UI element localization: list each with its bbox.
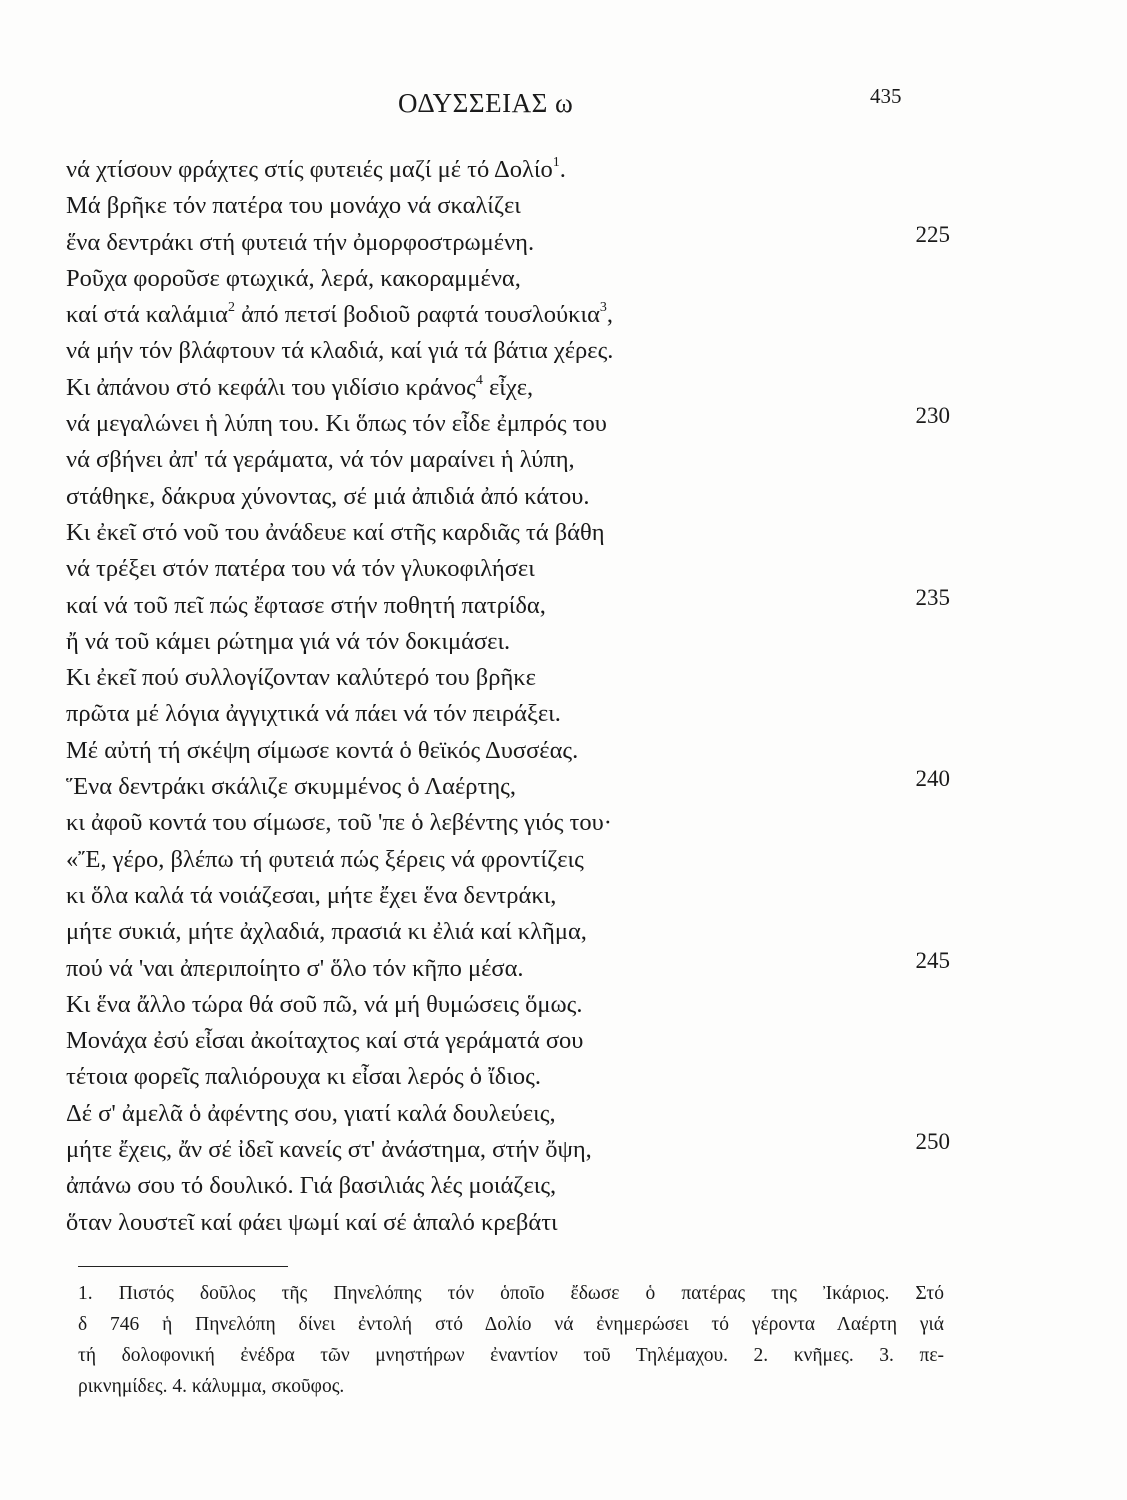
- verse-text: Κι ἀπάνου στό κεφάλι του γιδίσιο κράνος$^4$ εἶχε,: [66, 372, 534, 401]
- verse-line: [66, 297, 946, 333]
- verse-line: [66, 1096, 946, 1132]
- verse-line: [66, 947, 950, 987]
- verse-text: ὅταν λουστεῖ καί φάει ψωμί καί σέ ἁπαλό κρεβάτι: [66, 1208, 558, 1236]
- verse-line: [66, 370, 946, 406]
- footnote-marker: 1: [552, 154, 560, 170]
- verse-line: [66, 261, 946, 297]
- running-head: ΟΔΥΣΣΕΙΑΣ ω: [398, 88, 574, 118]
- verse-text: ἤ νά τοῦ κάμει ρώτημα γιά νά τόν δοκιμάσει.: [66, 627, 511, 655]
- verse-text: νά μεγαλώνει ἡ λύπη του. Κι ὅπως τόν εἶδε ἐμπρός του: [66, 410, 607, 438]
- verse-line: [66, 442, 946, 478]
- poem-text: [66, 152, 950, 1241]
- line-number: 250: [915, 1129, 950, 1155]
- footnote-marker: 2: [227, 300, 235, 316]
- verse-text: καί στά καλάμια$^2$ ἀπό πετσί βοδιοῦ ραφτά τουσλούκια$^3$,: [66, 300, 614, 329]
- verse-text: μήτε ἔχεις, ἄν σέ ἰδεῖ κανείς στ' ἀνάστημα, στήν ὄψη,: [66, 1136, 592, 1164]
- verse-text: νά χτίσουν φράχτες στίς φυτειές μαζί μέ τό Δολίο$^1$.: [66, 154, 566, 183]
- line-number: 225: [915, 221, 950, 247]
- footnote-rule: [78, 1266, 288, 1267]
- verse-text: στάθηκε, δάκρυα χύνοντας, σέ μιά ἀπιδιά ἀπό κάτου.: [66, 482, 590, 510]
- verse-text: Ἕνα δεντράκι σκάλιζε σκυμμένος ὁ Λαέρτης,: [66, 773, 516, 801]
- footnote-marker: 3: [599, 300, 607, 316]
- verse-line: [66, 1129, 950, 1168]
- verse-text: Ροῦχα φοροῦσε φτωχικά, λερά, κακοραμμένα,: [66, 264, 521, 292]
- verse-line: [66, 333, 946, 369]
- verse-line: [66, 188, 946, 224]
- verse-text: Μέ αὐτή τή σκέψη σίμωσε κοντά ὁ θεϊκός Δυσσέας.: [66, 736, 579, 764]
- verse-line: [66, 221, 950, 261]
- verse-line: [66, 696, 946, 732]
- verse-line: [66, 624, 946, 660]
- verse-line: [66, 515, 946, 551]
- verse-text: κι ὅλα καλά τά νοιάζεσαι, μήτε ἔχει ἕνα δεντράκι,: [66, 881, 557, 909]
- verse-text: Κι ἐκεῖ στό νοῦ του ἀνάδευε καί στῆς καρδιᾶς τά βάθη: [66, 518, 605, 546]
- verse-text: Κι ἕνα ἄλλο τώρα θά σοῦ πῶ, νά μή θυμώσεις ὅμως.: [66, 990, 583, 1018]
- page-number: 435: [870, 84, 902, 108]
- footnote-line: ρικνημίδες. 4. κάλυμμα, σκοῦφος.: [78, 1376, 345, 1397]
- verse-line: [66, 766, 950, 805]
- line-number: 245: [915, 947, 950, 973]
- verse-line: [66, 914, 946, 950]
- verse-line: [66, 733, 946, 769]
- verse-line: [66, 987, 946, 1023]
- line-number: 230: [915, 403, 950, 429]
- footnote-line: 1. Πιστός δοῦλος τῆς Πηνελόπης τόν ὁποῖο ἔδωσε ὁ πατέρας της Ἰκάριος. Στό: [78, 1283, 944, 1304]
- footnote-marker: 4: [475, 372, 483, 388]
- verse-text: καί νά τοῦ πεῖ πώς ἔφτασε στήν ποθητή πατρίδα,: [66, 591, 546, 619]
- verse-line: [66, 479, 946, 515]
- verse-text: πού νά 'ναι ἀπεριποίητο σ' ὅλο τόν κῆπο μέσα.: [66, 954, 524, 982]
- verse-text: πρῶτα μέ λόγια ἀγγιχτικά νά πάει νά τόν πειράξει.: [66, 700, 561, 728]
- verse-text: Δέ σ' ἀμελᾶ ὁ ἀφέντης σου, γιατί καλά δουλεύεις,: [66, 1099, 556, 1127]
- verse-text: Κι ἐκεῖ πού συλλογίζονταν καλύτερό του βρῆκε: [66, 664, 536, 692]
- verse-text: νά τρέξει στόν πατέρα του νά τόν γλυκοφιλήσει: [66, 555, 535, 583]
- verse-line: [66, 1023, 946, 1059]
- verse-text: τέτοια φορεῖς παλιόρουχα κι εἶσαι λερός ὁ ἴδιος.: [66, 1063, 541, 1091]
- verse-line: [66, 1168, 946, 1204]
- footnotes: [78, 1278, 944, 1402]
- verse-line: [66, 805, 946, 841]
- line-number: 240: [915, 766, 950, 792]
- line-number: 235: [915, 584, 950, 610]
- verse-text: νά μήν τόν βλάφτουν τά κλαδιά, καί γιά τά βάτια χέρες.: [66, 337, 614, 365]
- footnote-line: τή δολοφονική ἐνέδρα τῶν μνηστήρων ἐναντίον τοῦ Τηλέμαχου. 2. κνῆμες. 3. πε-: [78, 1345, 944, 1366]
- verse-text: Μονάχα ἐσύ εἶσαι ἀκοίταχτος καί στά γεράματά σου: [66, 1027, 584, 1055]
- verse-text: κι ἀφοῦ κοντά του σίμωσε, τοῦ 'πε ὁ λεβέντης γιός του·: [66, 809, 612, 837]
- verse-text: «Ἔ, γέρο, βλέπω τή φυτειά πώς ξέρεις νά φροντίζεις: [66, 845, 584, 873]
- verse-line: [66, 1059, 946, 1095]
- verse-line: [66, 551, 946, 587]
- verse-text: μήτε συκιά, μήτε ἀχλαδιά, πρασιά κι ἐλιά καί κλῆμα,: [66, 918, 587, 946]
- verse-line: [66, 878, 946, 914]
- verse-line: [66, 660, 946, 696]
- verse-text: ἀπάνω σου τό δουλικό. Γιά βασιλιάς λές μοιάζεις,: [66, 1172, 557, 1200]
- verse-line: [66, 152, 946, 188]
- verse-line: [66, 1205, 946, 1241]
- verse-line: [66, 842, 946, 878]
- verse-text: νά σβήνει ἀπ' τά γεράματα, νά τόν μαραίνει ἡ λύπη,: [66, 446, 575, 474]
- verse-text: Μά βρῆκε τόν πατέρα του μονάχο νά σκαλίζει: [66, 192, 521, 220]
- verse-line: [66, 403, 950, 442]
- footnote-line: δ 746 ἡ Πηνελόπη δίνει ἐντολή στό Δολίο νά ἐνημερώσει τό γέροντα Λαέρτη γιά: [78, 1314, 944, 1335]
- verse-line: [66, 584, 950, 624]
- verse-text: ἕνα δεντράκι στή φυτειά τήν ὀμορφοστρωμένη.: [66, 228, 535, 256]
